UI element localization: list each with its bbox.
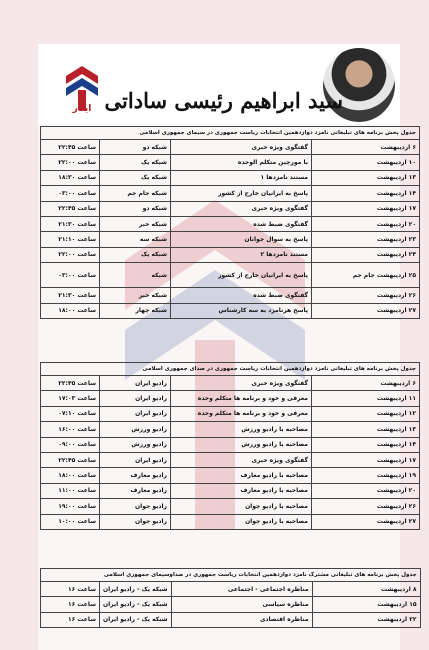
cell-channel: رادیو ایران (100, 376, 171, 391)
cell-time: ساعت ۲۲:۰۰ (41, 155, 100, 170)
cell-time: ساعت ۲۱:۳۰ (41, 216, 100, 231)
cell-time: ساعت ۱۷:۰۳ (41, 391, 100, 406)
cell-program: گفتگوی ویژه خبری (171, 201, 312, 216)
cell-time: ساعت ۱۶ (41, 597, 100, 612)
table-row (41, 612, 421, 627)
cell-channel: شبکه دو (100, 140, 171, 155)
table-row (41, 155, 420, 170)
cell-channel: رادیو ایران (100, 391, 171, 406)
cell-time: ساعت ۱۶:۰۰ (41, 422, 100, 437)
cell-time: ساعت ۱۸:۰۰ (41, 303, 100, 318)
cell-program: مناظره سیاسی (171, 597, 312, 612)
cell-channel: رادیو ورزش (100, 422, 171, 437)
cell-time: ساعت ۲۱:۳۰ (41, 288, 100, 303)
joint-schedule-table (40, 568, 421, 628)
table-caption-row (41, 569, 421, 582)
cell-channel: رادیو ورزش (100, 437, 171, 452)
cell-program: مستند نامزدها ۱ (171, 170, 312, 185)
cell-program: گفتگوی ویژه خبری (171, 452, 312, 467)
cell-time: ساعت ۲۲:۴۵ (41, 452, 100, 467)
cell-date: ۲۵ اردیبهشت جام جم (312, 263, 420, 288)
cell-channel: شبکه خبر (100, 288, 171, 303)
table-row (41, 422, 420, 437)
table-row (41, 468, 420, 483)
cell-time: ساعت ۲۲:۴۵ (41, 140, 100, 155)
cell-program: گفتگوی ضبط شده (171, 288, 312, 303)
cell-channel: شبکه خبر (100, 216, 171, 231)
cell-program: مناظره اجتماعی - اجتماعی (171, 582, 312, 597)
cell-program: پاسخ به سوال جوانان (171, 232, 312, 247)
table-row (41, 582, 421, 597)
cell-date: ۶ اردیبهشت (312, 140, 420, 155)
cell-time: ساعت ۱۶ (41, 582, 100, 597)
cell-time: ساعت ۱۰:۰۰ (41, 514, 100, 529)
cell-channel: رادیو ایران (100, 406, 171, 421)
cell-channel: شبکه یک - رادیو ایران (100, 612, 172, 627)
cell-date: ۱۳ اردیبهشت (312, 170, 420, 185)
cell-date: ۱۴ اردیبهشت (312, 186, 420, 201)
cell-channel: شبکه یک - رادیو ایران (100, 582, 172, 597)
cell-date: ۱۴ اردیبهشت (312, 437, 420, 452)
cell-time: ساعت ۰۷:۱۰ (41, 406, 100, 421)
table-caption: جدول پخش برنامه های تبلیغاتی نامزد دوازدهمین انتخابات ریاست جمهوری در سیمای جمهوری اسلامی (41, 127, 420, 140)
cell-program: با مورچین متکلم الوحده (171, 155, 312, 170)
cell-time: ساعت ۱۱:۰۰ (41, 483, 100, 498)
table-row (41, 170, 420, 185)
cell-program: پاسخ به ایرانیان خارج از کشور (171, 263, 312, 288)
cell-date: ۲۳ اردیبهشت (312, 232, 420, 247)
table-row (41, 201, 420, 216)
cell-program: گفتگوی ضبط شده (171, 216, 312, 231)
cell-date: ۸ اردیبهشت (312, 582, 420, 597)
radio-schedule-table (40, 362, 420, 530)
cell-time: ساعت ۰۹:۰۰ (41, 437, 100, 452)
cell-channel: شبکه دو (100, 201, 171, 216)
cell-date: ۱۵ اردیبهشت (312, 597, 420, 612)
table-row (41, 437, 420, 452)
cell-time: ساعت ۰۳:۰۰ (41, 186, 100, 201)
cell-channel: شبکه یک (100, 170, 171, 185)
cell-channel: شبکه یک (100, 247, 171, 262)
cell-program: مصاحبه با رادیو جوان (171, 514, 312, 529)
table-row (41, 216, 420, 231)
table-caption-row (41, 363, 420, 376)
cell-program: پاسخ به ایرانیان خارج از کشور (171, 186, 312, 201)
cell-program: مصاحبه با رادیو معارف (171, 468, 312, 483)
table-row (41, 452, 420, 467)
cell-channel: شبکه یک - رادیو ایران (100, 597, 172, 612)
cell-time: ساعت ۱۶ (41, 612, 100, 627)
cell-channel: شبکه جام جم (100, 186, 171, 201)
cell-program: گفتگوی ویژه خبری (171, 376, 312, 391)
table-row (41, 514, 420, 529)
table-row (41, 232, 420, 247)
cell-date: ۱۰ اردیبهشت (312, 155, 420, 170)
cell-program: معرفی و خود و برنامه ها متکلم وحده (171, 391, 312, 406)
cell-program: مصاحبه با رادیو ورزش (171, 437, 312, 452)
table-row (41, 186, 420, 201)
logo-text: ایثار (72, 104, 92, 114)
table-row (41, 406, 420, 421)
cell-time: ساعت ۲۲:۴۵ (41, 201, 100, 216)
cell-channel: رادیو جوان (100, 514, 171, 529)
cell-date: ۲۶ اردیبهشت (312, 288, 420, 303)
cell-date: ۲۷ اردیبهشت (312, 514, 420, 529)
cell-date: ۱۷ اردیبهشت (312, 452, 420, 467)
cell-time: ساعت ۲۲:۰۰ (41, 247, 100, 262)
cell-program: معرفی و خود و برنامه ها متکلم وحده (171, 406, 312, 421)
cell-channel: رادیو ایران (100, 452, 171, 467)
cell-channel: شبکه یک (100, 155, 171, 170)
tv-schedule-table (40, 126, 420, 319)
cell-date: ۲۲ اردیبهشت (312, 612, 420, 627)
cell-date: ۲۷ اردیبهشت (312, 303, 420, 318)
cell-time: ساعت ۱۸:۳۰ (41, 170, 100, 185)
table-row (41, 597, 421, 612)
cell-time: ساعت ۱۸:۰۰ (41, 468, 100, 483)
cell-program: پاسخ هرنامزد به سه کارشناس (171, 303, 312, 318)
table-caption-row (41, 127, 420, 140)
table-row (41, 303, 420, 318)
cell-program: مصاحبه با رادیو معارف (171, 483, 312, 498)
table-row (41, 140, 420, 155)
cell-program: مستند نامزدها ۲ (171, 247, 312, 262)
cell-channel: رادیو معارف (100, 468, 171, 483)
cell-time: ساعت ۰۳:۰۰ (41, 263, 100, 288)
cell-program: مصاحبه با رادیو ورزش (171, 422, 312, 437)
cell-program: مناظره اقتصادی (171, 612, 312, 627)
table-row (41, 376, 420, 391)
table-row (41, 391, 420, 406)
cell-time: ساعت ۱۹:۰۰ (41, 499, 100, 514)
cell-date: ۶ اردیبهشت (312, 376, 420, 391)
cell-channel: شبکه سه (100, 232, 171, 247)
cell-date: ۲۰ اردیبهشت (312, 216, 420, 231)
table-row (41, 288, 420, 303)
cell-date: ۱۱ اردیبهشت (312, 391, 420, 406)
cell-date: ۱۲ اردیبهشت (312, 406, 420, 421)
table-caption: جدول پخش برنامه های تبلیغاتی مشترک نامزد دوازدهمین انتخابات ریاست جمهوری در صداوسیمای جمهوری اسلامی (41, 569, 421, 582)
cell-date: ۱۷ اردیبهشت (312, 201, 420, 216)
table-row (41, 263, 420, 288)
table-row (41, 499, 420, 514)
cell-date: ۱۹ اردیبهشت (312, 468, 420, 483)
cell-date: ۲۰ اردیبهشت (312, 483, 420, 498)
page-title: سید ابراهیم رئیسی ساداتی (104, 88, 343, 113)
cell-program: مصاحبه با رادیو جوان (171, 499, 312, 514)
cell-channel: شبکه چهار (100, 303, 171, 318)
cell-time: ساعت ۲۲:۴۵ (41, 376, 100, 391)
cell-date: ۱۳ اردیبهشت (312, 422, 420, 437)
cell-channel: شبکه (100, 263, 171, 288)
cell-program: گفتگوی ویژه خبری (171, 140, 312, 155)
table-row (41, 247, 420, 262)
cell-date: ۲۶ اردیبهشت (312, 499, 420, 514)
cell-channel: رادیو معارف (100, 483, 171, 498)
table-caption: جدول پخش برنامه های تبلیغاتی نامزد دوازدهمین انتخابات ریاست جمهوری در صدای جمهوری اسلامی (41, 363, 420, 376)
cell-channel: رادیو جوان (100, 499, 171, 514)
cell-date: ۲۴ اردیبهشت (312, 247, 420, 262)
cell-time: ساعت ۲۱:۱۰ (41, 232, 100, 247)
table-row (41, 483, 420, 498)
